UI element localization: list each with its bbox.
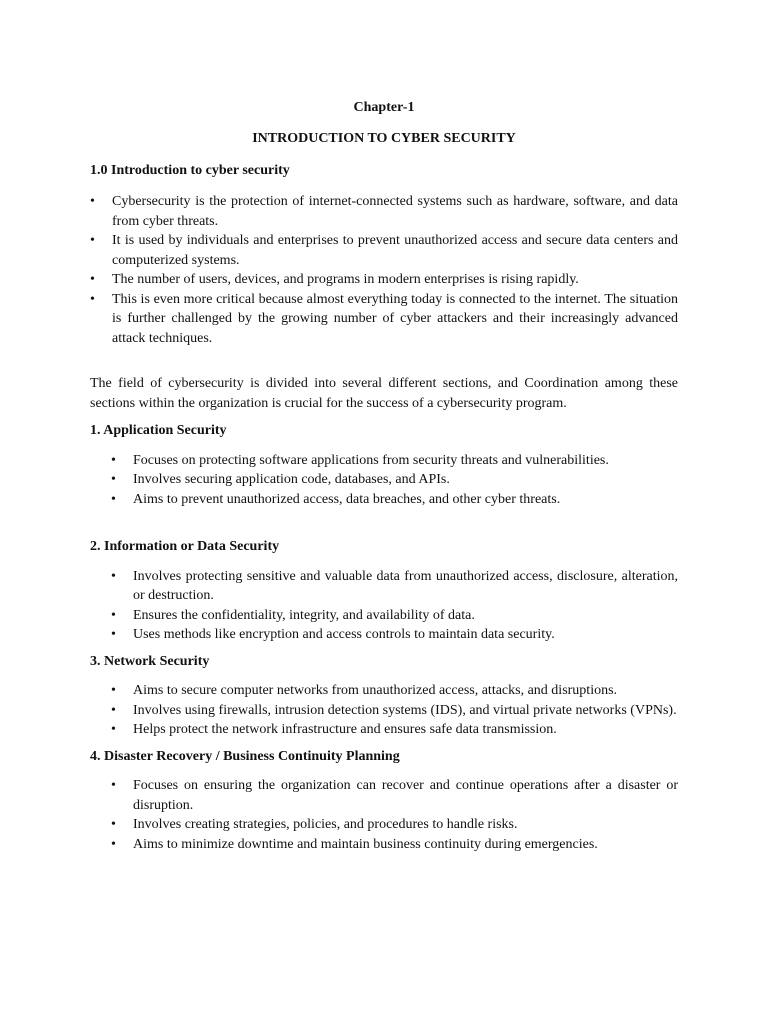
network-security-list [90,681,678,740]
page-title: INTRODUCTION TO CYBER SECURITY [252,131,516,146]
list-item: • Focuses on ensuring the organization can recover and continue operations after a disaster or disruption. [90,776,678,815]
disaster-recovery-list [90,776,678,854]
list-item: • This is even more critical because almost everything today is connected to the internet. The situation is further challenged by the growing number of cyber attackers and their increasingly advanced attack techniques. [90,290,678,349]
list-item: • Helps protect the network infrastructure and ensures safe data transmission. [90,720,678,740]
list-item: • It is used by individuals and enterprises to prevent unauthorized access and secure data centers and computerized systems. [90,231,678,270]
list-item: • Ensures the confidentiality, integrity, and availability of data. [90,606,678,626]
list-item: • Involves securing application code, databases, and APIs. [90,470,678,490]
intro-bullet-list [90,192,678,348]
data-security-list [90,567,678,645]
list-item: • Involves creating strategies, policies, and procedures to handle risks. [90,815,678,835]
overview-paragraph: The field of cybersecurity is divided into several different sections, and Coordination among these sections within the organization is crucial for the success of a cybersecurity program. [90,376,678,411]
section-heading-data-security: 2. Information or Data Security [90,539,280,554]
list-item: • Involves using firewalls, intrusion detection systems (IDS), and virtual private networks (VPNs). [90,701,678,721]
list-item: • Aims to secure computer networks from unauthorized access, attacks, and disruptions. [90,681,678,701]
list-item: • Involves protecting sensitive and valuable data from unauthorized access, disclosure, alteration, or destruction. [90,567,678,606]
section-heading-disaster-recovery: 4. Disaster Recovery / Business Continuity Planning [90,748,400,764]
section-heading-network-security: 3. Network Security [90,653,210,669]
list-item: • The number of users, devices, and programs in modern enterprises is rising rapidly. [90,270,678,290]
application-security-list [90,451,678,510]
list-item: • Uses methods like encryption and access controls to maintain data security. [90,625,678,645]
list-item: • Aims to prevent unauthorized access, data breaches, and other cyber threats. [90,490,678,510]
list-item: • Aims to minimize downtime and maintain business continuity during emergencies. [90,835,678,855]
section-heading-application-security: 1. Application Security [90,423,227,438]
intro-heading: 1.0 Introduction to cyber security [90,162,290,178]
list-item: • Cybersecurity is the protection of internet-connected systems such as hardware, software, and data from cyber threats. [90,192,678,231]
list-item: • Focuses on protecting software applications from security threats and vulnerabilities. [90,451,678,471]
chapter-label: Chapter-1 [353,100,415,115]
